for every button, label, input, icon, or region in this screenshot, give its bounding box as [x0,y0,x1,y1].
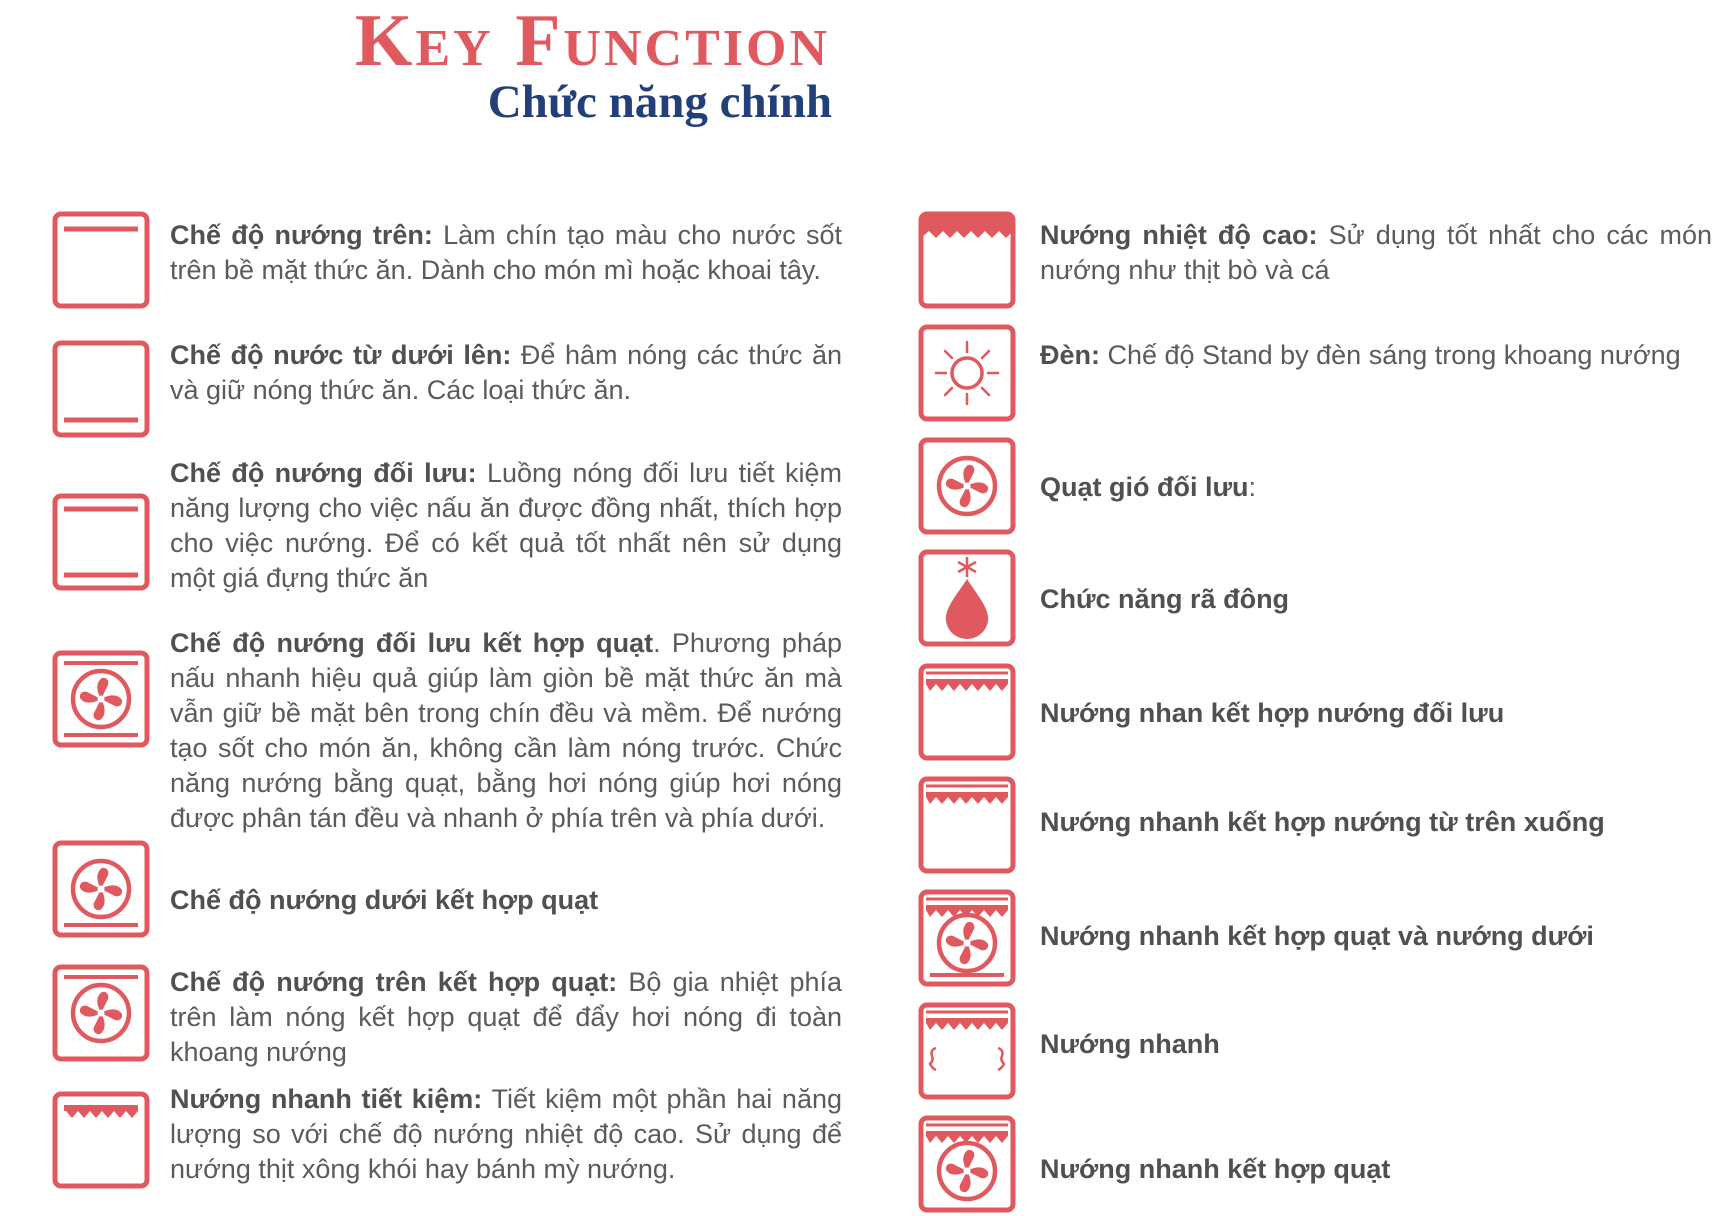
function-desc: Tiết kiệm một phần hai năng lượng so với chế độ nướng nhiệt độ cao. Sử dụng để nướng thịt xông khói hay bánh mỳ nướng. [170,1084,842,1184]
oven-eco-grill-icon [52,1091,150,1189]
function-description [1040,1027,1712,1062]
function-description [170,626,842,836]
function-desc: . Phương pháp nấu nhanh hiệu quả giúp làm giòn bề mặt thức ăn mà vẫn giữ bề mặt bên trong chín đều và mềm. Để nướng tạo sốt cho món ăn, không cần làm nóng trước. Chức năng nướng bằng quạt, bằng hơi nóng giúp hơi nóng được phân tán đều và nhanh ở phía trên và phía dưới. [170,628,842,833]
oven-bottom-fan-icon [52,840,150,938]
function-label: Chức năng rã đông [1040,584,1290,614]
grill-fan-icon [918,1115,1016,1213]
function-description [170,1082,842,1187]
function-description [170,883,842,918]
function-desc: Làm chín tạo màu cho nước sốt trên bề mặt thức ăn. Dành cho món mì hoặc khoai tây. [170,220,842,285]
function-desc: Chế độ Stand by đèn sáng trong khoang nướng [1100,340,1681,370]
quick-grill-icon [918,1002,1016,1100]
oven-top-fan-icon [52,964,150,1062]
grill-convection-icon [918,663,1016,761]
oven-light-icon [918,324,1016,422]
function-description [170,218,842,288]
function-label: Chế độ nướng đối lưu kết hợp quạt [170,628,654,658]
oven-bottom-heat-icon [52,340,150,438]
page-subtitle: Chức năng chính [487,76,832,128]
function-description [1040,338,1712,373]
function-description [1040,696,1712,731]
oven-top-bottom-heat-icon [52,493,150,591]
defrost-icon [918,549,1016,647]
function-description [1040,919,1712,954]
oven-top-heat-icon [52,211,150,309]
oven-full-grill-icon [918,211,1016,309]
function-desc: Để hâm nóng các thức ăn và giữ nóng thức ăn. Các loại thức ăn. [170,340,842,405]
function-label: Chế độ nướng đối lưu: [170,458,477,488]
function-label: Đèn: [1040,340,1100,370]
function-description [1040,1152,1712,1187]
function-label: Chế độ nướng trên kết hợp quạt: [170,967,618,997]
function-description [170,456,842,596]
function-label: Nướng nhiệt độ cao: [1040,220,1318,250]
function-label: Chế độ nướng dưới kết hợp quạt [170,885,599,915]
function-label: Nướng nhanh kết hợp quạt và nướng dưới [1040,921,1594,951]
page-title: Key Function [354,0,830,82]
function-description [170,338,842,408]
function-label: Nướng nhanh [1040,1029,1220,1059]
function-label: Nướng nhan kết hợp nướng đối lưu [1040,698,1505,728]
function-description [1040,470,1712,505]
function-label: Chế độ nướng trên: [170,220,433,250]
function-label: Nướng nhanh tiết kiệm: [170,1084,483,1114]
function-label: Quạt gió đối lưu [1040,472,1249,502]
function-label: Chế độ nước từ dưới lên: [170,340,512,370]
function-description [1040,582,1712,617]
function-desc: Bộ gia nhiệt phía trên làm nóng kết hợp quạt để đẩy hơi nóng đi toàn khoang nướng [170,967,842,1067]
oven-convection-fan-icon [52,650,150,748]
grill-fan-bottom-icon [918,889,1016,987]
fan-only-icon [918,437,1016,535]
function-desc: Sử dụng tốt nhất cho các món nướng như thịt bò và cá [1040,220,1712,285]
function-description [170,965,842,1070]
function-description [1040,805,1712,840]
function-desc: Luồng nóng đối lưu tiết kiệm năng lượng cho việc nấu ăn được đồng nhất, thích hợp cho việc nướng. Để có kết quả tốt nhất nên sử dụng một giá đựng thức ăn [170,458,842,593]
function-label: Nướng nhanh kết hợp nướng từ trên xuống [1040,807,1605,837]
function-label: Nướng nhanh kết hợp quạt [1040,1154,1391,1184]
grill-top-down-icon [918,776,1016,874]
function-desc: : [1248,472,1257,502]
function-description [1040,218,1712,288]
